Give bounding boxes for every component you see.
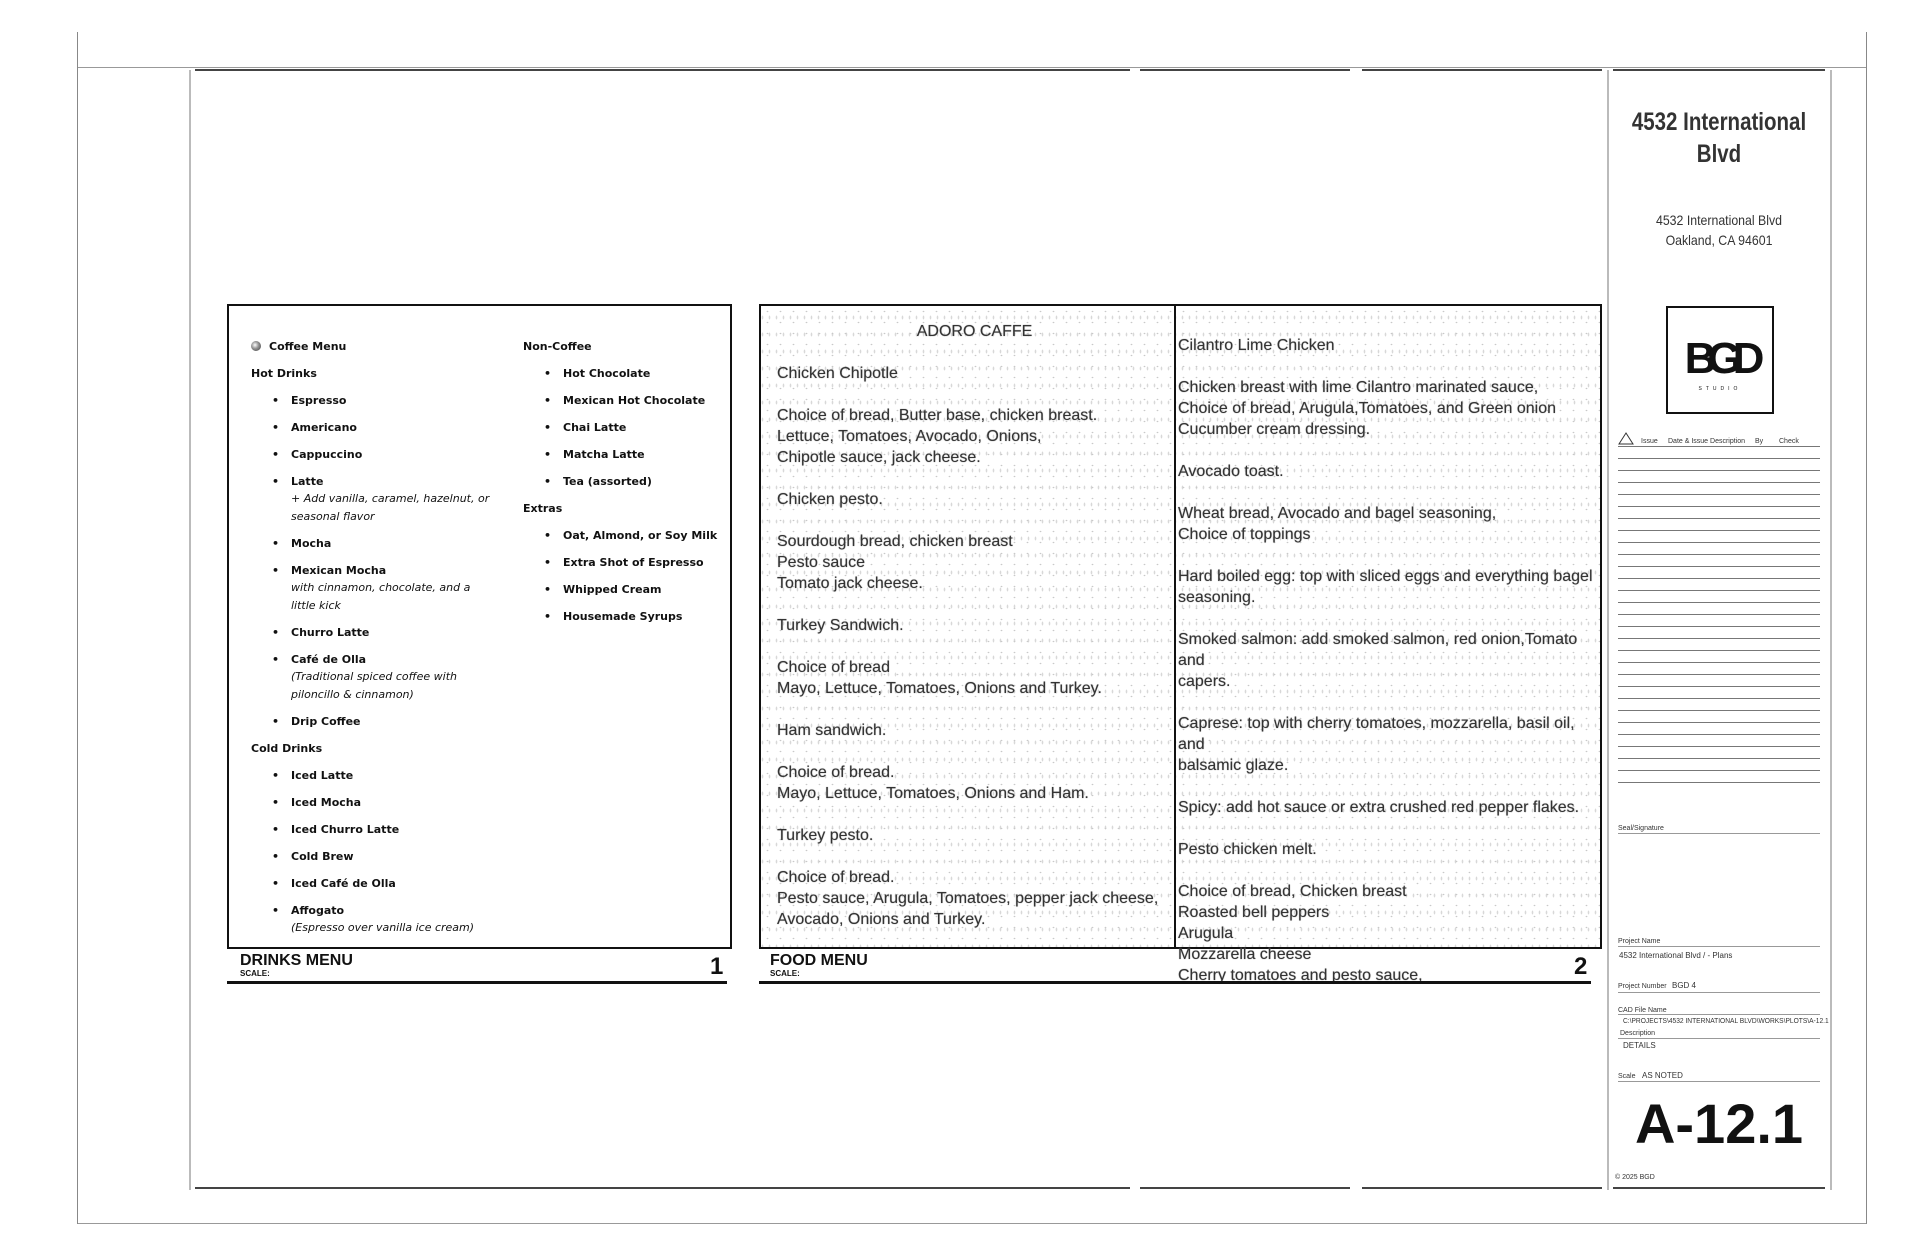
hot-drinks-heading: Hot Drinks — [251, 367, 317, 380]
food-right-items — [1178, 335, 1602, 986]
revision-row-line — [1618, 470, 1820, 471]
sheet-frame-right-line — [1866, 32, 1867, 1224]
revision-row-line — [1618, 446, 1820, 447]
food-menu-line: Tomato jack cheese. — [777, 575, 923, 592]
food-right-column — [1178, 335, 1602, 1007]
drink-item — [291, 816, 491, 843]
top-border-seg-2 — [1140, 69, 1350, 71]
drink-name: Oat, Almond, or Soy Milk — [563, 529, 718, 542]
revision-row-line — [1618, 758, 1820, 759]
revision-row-line — [1618, 590, 1820, 591]
revision-row-line — [1618, 746, 1820, 747]
drink-item — [291, 468, 491, 526]
scale-rule — [1618, 1081, 1820, 1082]
food-menu-block — [777, 405, 1172, 468]
food-menu-line: Hard boiled egg: top with sliced eggs and everything bagel — [1178, 568, 1593, 585]
food-menu-block — [777, 615, 1172, 636]
drinks-caption-title: DRINKS MENU — [240, 952, 353, 969]
top-border-seg-1 — [195, 69, 1130, 71]
rev-header-issue: Issue — [1641, 438, 1658, 445]
revision-row-line — [1618, 662, 1820, 663]
food-menu-line: Chicken pesto. — [777, 491, 883, 508]
food-menu-line: Choice of bread — [777, 659, 890, 676]
cold-drinks-list — [251, 762, 491, 937]
drink-item — [563, 441, 723, 468]
drink-name: Mocha — [291, 537, 332, 550]
food-menu-block — [1178, 629, 1602, 692]
food-menu-heading: ADORO CAFFE — [916, 323, 1033, 340]
drink-item — [563, 414, 723, 441]
address-line1: 4532 International Blvd — [1655, 212, 1783, 228]
drink-name: Mexican Mocha — [291, 564, 387, 577]
food-menu-block — [777, 657, 1172, 699]
rev-header-by: By — [1755, 438, 1764, 445]
revision-row-line — [1618, 698, 1820, 699]
food-menu-line: Turkey pesto. — [777, 827, 874, 844]
food-menu-block — [1178, 377, 1602, 440]
food-menu-line: Sourdough bread, chicken breast — [777, 533, 1013, 550]
revision-row-line — [1618, 626, 1820, 627]
food-caption-scale: SCALE: — [770, 969, 800, 978]
food-menu-block — [1178, 839, 1602, 860]
project-number-value: BGD 4 — [1672, 981, 1697, 990]
food-menu-line: Avocado toast. — [1178, 463, 1284, 480]
food-menu-line: Avocado, Onions and Turkey. — [777, 911, 986, 928]
project-address — [1625, 210, 1813, 250]
food-menu-block — [1178, 503, 1602, 545]
revision-row-line — [1618, 614, 1820, 615]
drink-name: Affogato — [291, 904, 345, 917]
svg-text:BGD: BGD — [1684, 334, 1756, 383]
drink-note: with cinnamon, chocolate, and a little kick — [291, 581, 471, 612]
food-menu-line: Chipotle sauce, jack cheese. — [777, 449, 981, 466]
drink-item — [291, 646, 491, 704]
seal-underline — [1618, 833, 1820, 834]
bgd-logo-mark-icon — [1668, 308, 1772, 412]
food-menu-line: Choice of bread, Chicken breast — [1178, 883, 1407, 900]
drawing-area-left-line — [189, 70, 191, 1190]
food-menu-line: Pesto sauce — [777, 554, 866, 571]
drink-name: Café de Olla — [291, 653, 367, 666]
drink-name: Drip Coffee — [291, 715, 361, 728]
food-column-divider — [1174, 306, 1176, 947]
scale-value: AS NOTED — [1642, 1071, 1683, 1080]
top-border-seg-3 — [1362, 69, 1602, 71]
revision-row-line — [1618, 782, 1820, 783]
drinks-caption-number: 1 — [710, 953, 724, 980]
sheet-frame-bottom-line — [77, 1223, 1866, 1224]
food-menu-block — [1178, 881, 1602, 986]
project-name-label: Project Name — [1618, 938, 1661, 945]
food-menu-line: Smoked salmon: add smoked salmon, red onion,Tomato and — [1178, 631, 1578, 669]
food-menu-block — [1178, 335, 1602, 356]
rev-header-check: Check — [1779, 438, 1799, 445]
drink-item — [291, 530, 491, 557]
food-menu-line: Chicken breast with lime Cilantro marinated sauce, — [1178, 379, 1539, 396]
food-menu-line: seasoning. — [1178, 589, 1256, 606]
project-name-rule — [1618, 946, 1820, 947]
cad-file-label: CAD File Name — [1618, 1007, 1667, 1014]
food-menu-line: Spicy: add hot sauce or extra crushed red pepper flakes. — [1178, 799, 1580, 816]
food-caption-title: FOOD MENU — [770, 952, 868, 969]
food-menu-line: Caprese: top with cherry tomatoes, mozzarella, basil oil, and — [1178, 715, 1575, 753]
revision-row-line — [1618, 482, 1820, 483]
food-menu-line: Chicken Chipotle — [777, 365, 898, 382]
bottom-border-seg-2 — [1140, 1187, 1350, 1189]
drink-name: Iced Café de Olla — [291, 877, 396, 890]
food-left-column — [777, 321, 1172, 951]
drink-item — [291, 870, 491, 897]
revision-row-line — [1618, 710, 1820, 711]
drink-item — [563, 549, 723, 576]
drink-name: Matcha Latte — [563, 448, 645, 461]
coffee-bean-icon — [251, 341, 261, 351]
drink-note: (Espresso over vanilla ice cream) — [291, 921, 475, 934]
non-coffee-heading: Non-Coffee — [523, 340, 592, 353]
project-title-line2: Blvd — [1696, 140, 1742, 168]
drink-item — [291, 557, 491, 615]
drink-name: Iced Mocha — [291, 796, 362, 809]
drink-name: Iced Latte — [291, 769, 354, 782]
drinks-caption-underline — [227, 981, 727, 984]
drink-name: Whipped Cream — [563, 583, 662, 596]
drink-item — [291, 897, 491, 937]
revision-row-line — [1618, 518, 1820, 519]
revision-row-line — [1618, 506, 1820, 507]
drink-item — [563, 576, 723, 603]
project-number-label: Project Number — [1618, 983, 1667, 990]
bottom-border-seg-3 — [1362, 1187, 1602, 1189]
food-menu-line: Arugula — [1178, 925, 1234, 942]
drink-item — [563, 360, 723, 387]
cad-file-rule — [1618, 1014, 1820, 1015]
seal-signature-label: Seal/Signature — [1618, 825, 1664, 832]
drink-item — [563, 468, 723, 495]
titleblock-right-line — [1830, 70, 1832, 1190]
drink-name: Housemade Syrups — [563, 610, 683, 623]
revision-row-line — [1618, 674, 1820, 675]
revision-row-line — [1618, 638, 1820, 639]
drink-name: Chai Latte — [563, 421, 627, 434]
drink-item — [291, 762, 491, 789]
food-menu-block — [1178, 566, 1602, 608]
revision-row-line — [1618, 566, 1820, 567]
revision-row-line — [1618, 734, 1820, 735]
food-caption-underline — [759, 981, 1591, 984]
revision-row-line — [1618, 686, 1820, 687]
food-menu-line: Ham sandwich. — [777, 722, 887, 739]
food-menu-line: Mozzarella cheese — [1178, 946, 1312, 963]
sheet-frame-left-line — [77, 32, 78, 1224]
food-menu-line: Roasted bell peppers — [1178, 904, 1330, 921]
drinks-right-column — [523, 333, 723, 630]
non-coffee-list — [523, 360, 723, 495]
food-menu-block — [777, 363, 1172, 384]
drink-item — [291, 414, 491, 441]
food-menu-block — [777, 825, 1172, 846]
food-menu-block — [1178, 713, 1602, 776]
sheet-number: A-12.1 — [1634, 1092, 1804, 1155]
food-menu-line: Choice of bread, Arugula,Tomatoes, and Green onion — [1178, 400, 1557, 417]
drink-name: Hot Chocolate — [563, 367, 651, 380]
revision-delta-icon — [1618, 432, 1634, 445]
project-number-rule — [1618, 992, 1820, 993]
food-menu-line: Choice of bread. — [777, 869, 895, 886]
revision-row-line — [1618, 554, 1820, 555]
drink-name: Cappuccino — [291, 448, 363, 461]
revision-row-line — [1618, 578, 1820, 579]
drink-item — [291, 708, 491, 735]
food-menu-line: Cilantro Lime Chicken — [1178, 337, 1335, 354]
drink-name: Extra Shot of Espresso — [563, 556, 704, 569]
drinks-menu-panel — [227, 304, 732, 949]
food-menu-line: Choice of bread. — [777, 764, 895, 781]
food-menu-line: Pesto sauce, Arugula, Tomatoes, pepper jack cheese, — [777, 890, 1159, 907]
drink-item — [563, 603, 723, 630]
food-menu-line: Lettuce, Tomatoes, Avocado, Onions, — [777, 428, 1042, 445]
project-title — [1631, 106, 1806, 170]
bottom-border-seg-4 — [1613, 1187, 1825, 1189]
food-menu-block — [777, 867, 1172, 930]
food-menu-block — [777, 762, 1172, 804]
drink-note: (Traditional spiced coffee with piloncillo & cinnamon) — [291, 670, 457, 701]
revision-row-line — [1618, 494, 1820, 495]
food-menu-block — [777, 489, 1172, 510]
food-menu-line: Pesto chicken melt. — [1178, 841, 1317, 858]
bgd-logo — [1666, 306, 1774, 414]
project-name-value: 4532 International Blvd / - Plans — [1619, 951, 1733, 960]
coffee-menu-title: Coffee Menu — [251, 333, 491, 360]
drink-item — [291, 441, 491, 468]
revision-row-line — [1618, 602, 1820, 603]
scale-label: Scale — [1618, 1073, 1636, 1080]
revision-row-line — [1618, 650, 1820, 651]
description-label: Description — [1620, 1030, 1656, 1037]
drink-name: Churro Latte — [291, 626, 370, 639]
food-menu-block — [1178, 461, 1602, 482]
drink-item — [291, 387, 491, 414]
drink-note: + Add vanilla, caramel, hazelnut, or seasonal flavor — [291, 492, 490, 523]
drink-name: Americano — [291, 421, 357, 434]
description-value: DETAILS — [1623, 1041, 1656, 1050]
project-title-line1: 4532 International — [1631, 108, 1807, 136]
drink-name: Iced Churro Latte — [291, 823, 400, 836]
food-menu-line: Turkey Sandwich. — [777, 617, 904, 634]
cold-drinks-heading: Cold Drinks — [251, 742, 323, 755]
food-menu-block — [777, 720, 1172, 741]
revision-row-line — [1618, 722, 1820, 723]
cad-file-value: C:\PROJECTS\4532 INTERNATIONAL BLVD\WORKS\PLOTS\A-12.1 — [1623, 1018, 1829, 1025]
drink-name: Cold Brew — [291, 850, 354, 863]
food-menu-line: Wheat bread, Avocado and bagel seasoning, — [1178, 505, 1497, 522]
drink-name: Espresso — [291, 394, 347, 407]
titleblock-left-line — [1607, 70, 1609, 1190]
extras-list — [523, 522, 723, 630]
food-menu-line: Choice of bread, Butter base, chicken breast. — [777, 407, 1098, 424]
food-menu-line: capers. — [1178, 673, 1231, 690]
extras-heading: Extras — [523, 502, 563, 515]
food-menu-line: Mayo, Lettuce, Tomatoes, Onions and Turkey. — [777, 680, 1102, 697]
revision-row-line — [1618, 542, 1820, 543]
revision-row-line — [1618, 530, 1820, 531]
drink-item — [291, 843, 491, 870]
drinks-caption-scale: SCALE: — [240, 969, 270, 978]
revision-row-line — [1618, 770, 1820, 771]
sheet-frame-top-line — [77, 67, 1866, 68]
rev-header-description: Date & Issue Description — [1668, 438, 1746, 445]
drink-name: Tea (assorted) — [563, 475, 652, 488]
copyright-text: © 2025 BGD — [1615, 1174, 1655, 1181]
food-menu-line: Mayo, Lettuce, Tomatoes, Onions and Ham. — [777, 785, 1089, 802]
food-menu-block — [777, 531, 1172, 594]
top-border-seg-4 — [1613, 69, 1825, 71]
food-menu-block — [1178, 797, 1602, 818]
drink-item — [291, 619, 491, 646]
drink-item — [563, 387, 723, 414]
drink-name: Latte — [291, 475, 324, 488]
bottom-border-seg-1 — [195, 1187, 1130, 1189]
food-menu-line: Choice of toppings — [1178, 526, 1311, 543]
svg-text:STUDIO: STUDIO — [1698, 386, 1742, 392]
description-rule — [1618, 1038, 1820, 1039]
drinks-left-column — [251, 333, 491, 941]
revision-row-line — [1618, 458, 1820, 459]
drink-item — [563, 522, 723, 549]
food-left-items — [777, 363, 1172, 930]
drink-name: Mexican Hot Chocolate — [563, 394, 706, 407]
food-menu-line: Cucumber cream dressing. — [1178, 421, 1371, 438]
drink-item — [291, 789, 491, 816]
food-menu-line: Cherry tomatoes and pesto sauce, — [1178, 967, 1423, 984]
food-menu-line: balsamic glaze. — [1178, 757, 1289, 774]
address-line2: Oakland, CA 94601 — [1665, 232, 1773, 248]
food-caption-number: 2 — [1574, 953, 1588, 980]
hot-drinks-list — [251, 387, 491, 735]
